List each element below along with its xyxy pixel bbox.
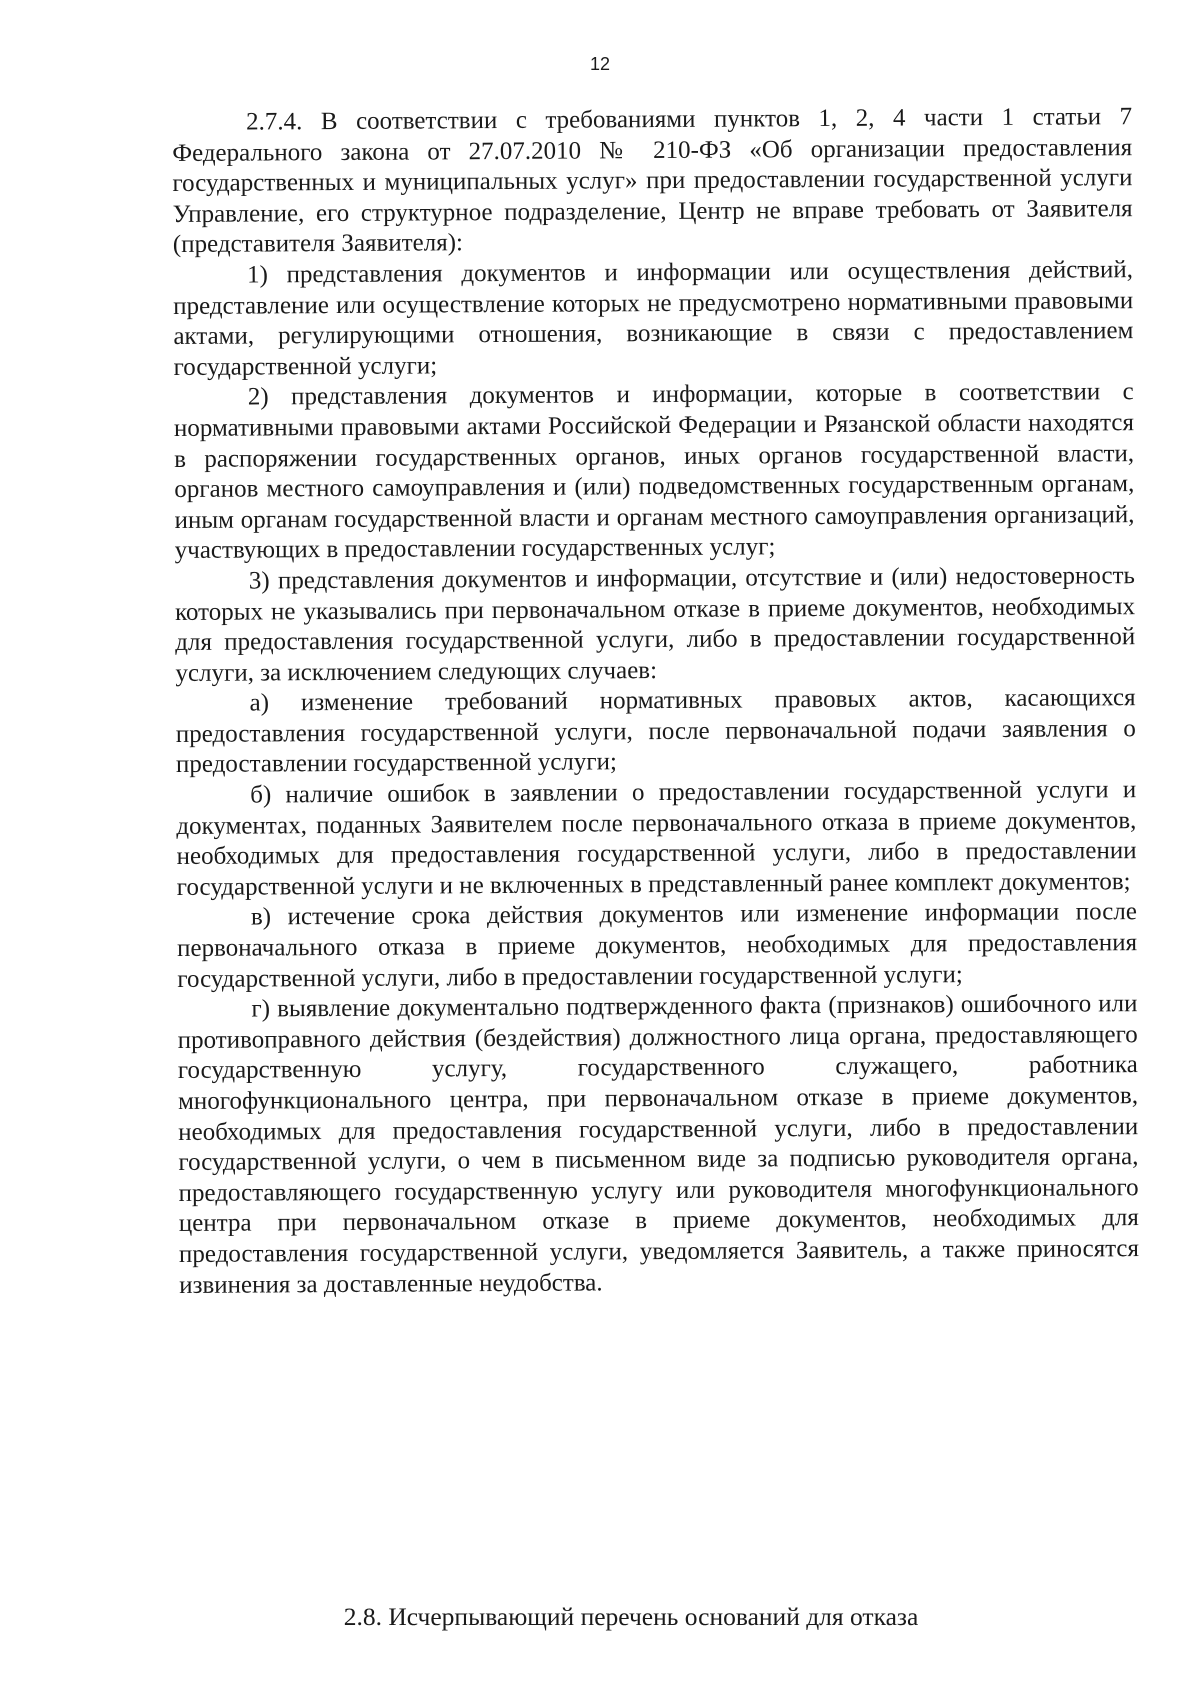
sub-item-a: а) изменение требований нормативных правовых актов, касающихся предоставления государственной услуги, после первоначальной подачи заявления о предоставлении государственной услуги; xyxy=(175,684,1136,779)
document-body xyxy=(172,102,1139,1301)
list-item-2: 2) представления документов и информации, которые в соответствии с нормативными правовыми актами Российской Федерации и Рязанской области находятся в распоряжении государственных органов, иных органов государственной власти, органов местного самоуправления и (или) подведомственных государственным органам, иным органам государственной власти и органам местного самоуправления организаций, участвующих в предоставлении государственных услуг; xyxy=(173,378,1135,565)
list-item-1: 1) представления документов и информации или осуществления действий, представление или осуществление которых не предусмотрено нормативными правовыми актами, регулирующими отношения, возникающие в связи с предоставлением государственной услуги; xyxy=(173,256,1134,381)
sub-item-v: в) истечение срока действия документов или изменение информации после первоначального отказа в приеме документов, необходимых для предоставления государственной услуги, либо в предоставлении государственной услуги; xyxy=(177,898,1138,993)
sub-item-g: г) выявление документально подтвержденного факта (признаков) ошибочного или противоправного действия (бездействия) должностного лица органа, предоставляющего государственную услугу, государственного служащего, работника многофункционального центра, при первоначальном отказе в приеме документов, необходимых для предоставления государственной услуги, либо в предоставлении государственной услуги, о чем в письменном виде за подписью руководителя органа, предоставляющего государственную услугу или руководителя многофункционального центра при первоначальном отказе в приеме документов, необходимых для предоставления государственной услуги, уведомляется Заявитель, а также приносятся извинения за доставленные неудобства. xyxy=(177,990,1140,1299)
sub-item-b: б) наличие ошибок в заявлении о предоставлении государственной услуги и документах, поданных Заявителем после первоначального отказа в приеме документов, необходимых для предоставления государственной услуги, либо в предоставлении государственной услуги и не включенных в представленный ранее комплект документов; xyxy=(176,776,1137,901)
list-item-3: 3) представления документов и информации, отсутствие и (или) недостоверность которых не указывались при первоначальном отказе в приеме документов, необходимых для предоставления государственной услуги, либо в предоставлении государственной услуги, за исключением следующих случаев: xyxy=(174,562,1136,687)
section-heading-2-8: 2.8. Исчерпывающий перечень оснований для отказа xyxy=(343,1602,919,1631)
page-number: 12 xyxy=(589,54,611,74)
paragraph-2-7-4: 2.7.4. В соответствии с требованиями пунктов 1, 2, 4 части 1 статьи 7 Федерального закона от 27.07.2010 № 210-ФЗ «Об организации предоставления государственных и муниципальных услуг» при предоставлении государственной услуги Управление, его структурное подразделение, Центр не вправе требовать от Заявителя (представителя Заявителя): xyxy=(172,103,1133,259)
